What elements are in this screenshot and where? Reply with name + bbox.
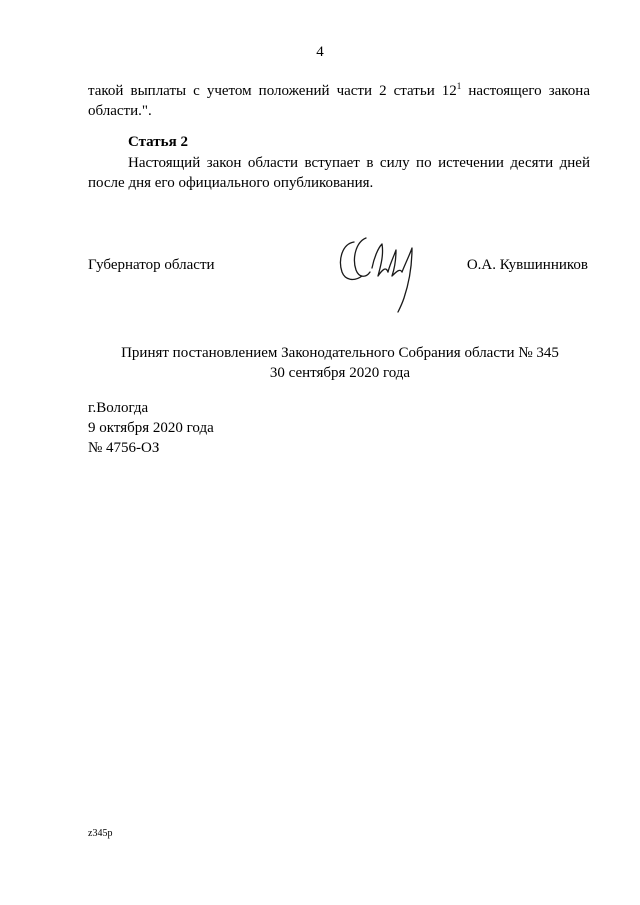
continuation-line-1 [88, 81, 590, 101]
continuation-text-before: такой выплаты с учетом положений части 2 статьи 12 [88, 83, 457, 99]
handwritten-signature [332, 228, 422, 318]
law-number: № 4756-ОЗ [88, 440, 160, 456]
signing-date: 9 октября 2020 года [88, 420, 214, 436]
place-date-number [88, 398, 214, 458]
article-line-1: Настоящий закон области вступает в силу по истечении десяти дней [128, 155, 590, 171]
superscript-marker: 1 [456, 81, 462, 91]
governor-name: О.А. Кувшинников [466, 257, 588, 273]
continuation-paragraph [88, 81, 590, 121]
governor-title: Губернатор области [88, 257, 215, 273]
page-number: 4 [316, 44, 324, 60]
article-line-2: после дня его официального опубликования. [88, 175, 374, 191]
continuation-text-after: настоящего закона [461, 83, 590, 99]
place-city: г.Вологда [88, 400, 149, 416]
continuation-line-2: области.". [88, 103, 152, 119]
adoption-line-1: Принят постановлением Законодательного Собрания области № 345 [121, 345, 559, 361]
adoption-line-2: 30 сентября 2020 года [269, 365, 411, 381]
adoption-note [0, 343, 640, 383]
article-heading: Статья 2 [128, 134, 188, 150]
article-paragraph [88, 153, 590, 193]
document-code: z345p [88, 828, 113, 839]
